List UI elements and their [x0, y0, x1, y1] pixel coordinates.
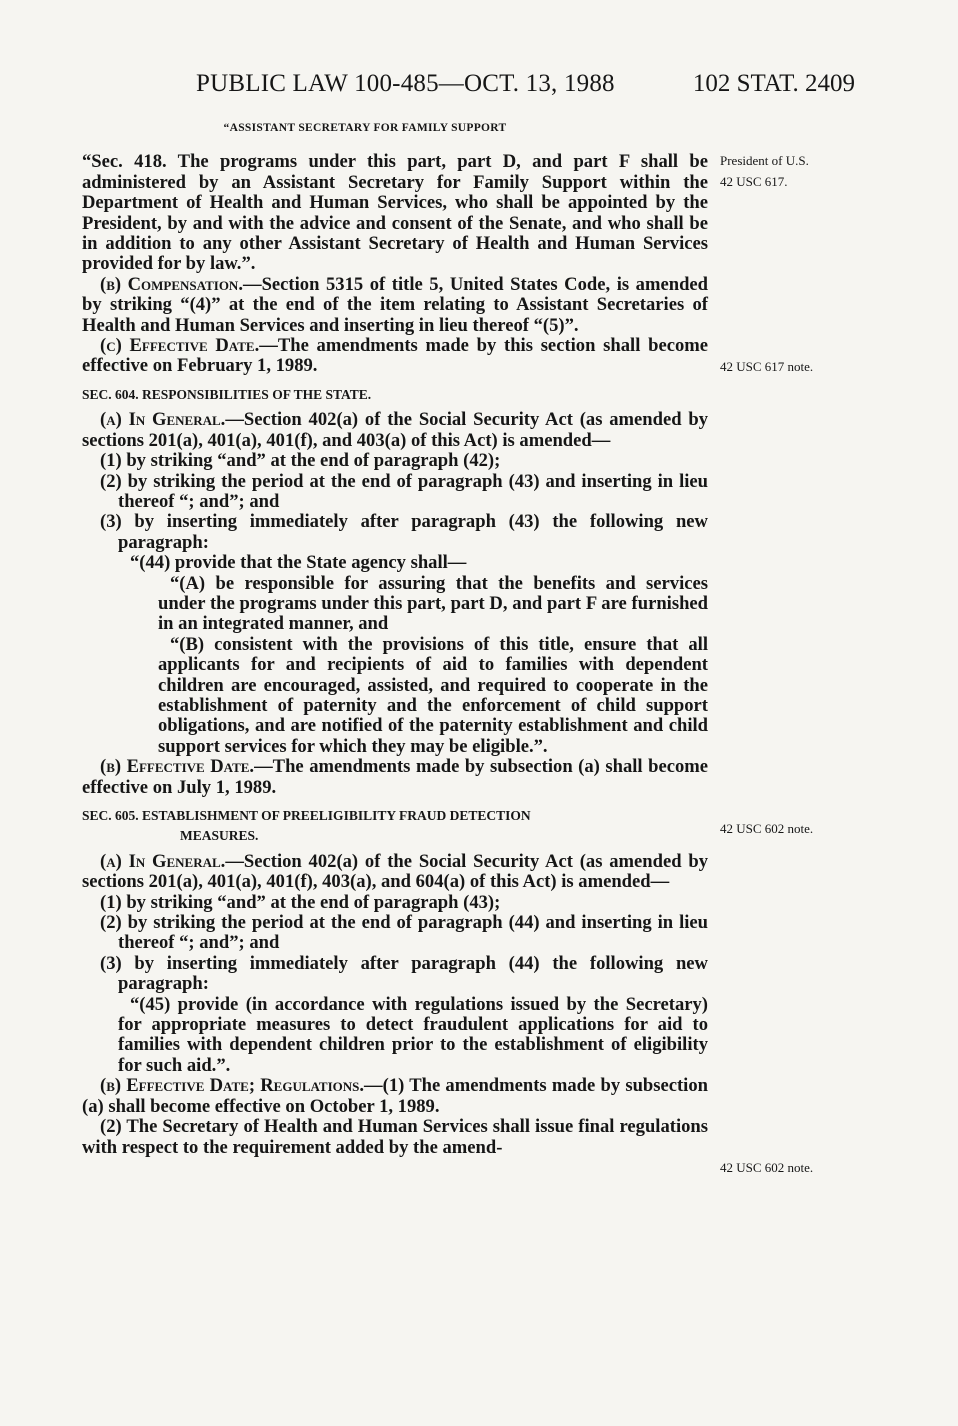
subsection-label: (a) In General.: [100, 409, 226, 431]
sec-605-subsection-a: [82, 852, 708, 893]
sec-605-heading-line-2: MEASURES.: [180, 828, 259, 844]
subsection-b-compensation: [82, 275, 708, 336]
sec-418-paragraph: “Sec. 418. The programs under this part, part D, and part F shall be administered by an Assistant Secretary for Family Support within the Department of Health and Human Services, who shall be appointed by the President, by and with the advice and consent of the Senate, and who shall be in addition to any other Assistant Secretary of Health and Human Services provided for by law.”.: [82, 151, 708, 275]
subsection-c-effective-date: [82, 336, 708, 377]
page-title: PUBLIC LAW 100-485—OCT. 13, 1988: [196, 70, 615, 97]
sec-604-quoted-B: “(B) consistent with the provisions of this title, ensure that all applicants for and recipients of aid to families with dependent children are encouraged, assisted, and required to cooperate in the establishment of paternity and the enforcement of child support obligations, and are notified of the paternity establishment and child support services for which they may be eligible.”.: [158, 633, 708, 757]
sec-604-quoted-44: “(44) provide that the State agency shall—: [130, 552, 467, 574]
margin-note-usc-617-note: 42 USC 617 note.: [720, 359, 814, 374]
sec-604-subsection-a: [82, 410, 708, 451]
section-subheading: “ASSISTANT SECRETARY FOR FAMILY SUPPORT: [223, 122, 507, 134]
margin-note-usc-617: 42 USC 617.: [720, 174, 788, 189]
sec-604-paragraph-1: (1) by striking “and” at the end of paragraph (42);: [100, 450, 501, 472]
sec-605-paragraph-3: (3) by inserting immediately after paragraph (44) the following new paragraph:: [100, 952, 708, 995]
subsection-text: —(1) The amendments made by subsection (a) shall become effective on October 1, 1989.: [82, 1075, 708, 1117]
sec-605-paragraph-1: (1) by striking “and” at the end of paragraph (43);: [100, 891, 501, 913]
sec-604-paragraph-3: (3) by inserting immediately after paragraph (43) the following new paragraph:: [100, 511, 708, 553]
sec-605-paragraph-2: (2) by striking the period at the end of paragraph (44) and inserting in lieu thereof “; and”; and: [100, 912, 708, 954]
margin-note-usc-602-note: 42 USC 602 note.: [720, 821, 814, 836]
stat-page-number: 102 STAT. 2409: [692, 70, 855, 97]
sec-605-heading-line-1: SEC. 605. ESTABLISHMENT OF PREELIGIBILITY FRAUD DETECTION: [82, 808, 531, 823]
subsection-text: —The amendments made by this section shall become effective on February 1, 1989.: [82, 335, 709, 377]
sec-605-quoted-45: “(45) provide (in accordance with regulations issued by the Secretary) for appropriate measures to detect fraudulent applications for aid to families with dependent children prior to the establishment of eligibility for such aid.”.: [118, 993, 708, 1076]
sec-604-subsection-b: [82, 757, 708, 798]
document-body: [82, 118, 708, 1158]
sec-605-heading: [82, 806, 708, 847]
subsection-label: (b) Effective Date.: [100, 756, 255, 778]
subsection-text: —Section 402(a) of the Social Security Act (as amended by sections 201(a), 401(a), 401(f), 403(a), and 604(a) of this Act) is amended—: [82, 850, 708, 893]
subsection-text: —Section 402(a) of the Social Security Act (as amended by sections 201(a), 401(a), 401(f), and 403(a) of this Act) is amended—: [82, 409, 708, 451]
margin-note-usc-602-note-2: 42 USC 602 note.: [720, 1160, 814, 1175]
page-header: [0, 70, 958, 104]
subsection-label: (b) Effective Date; Regulations.: [100, 1075, 365, 1097]
subsection-text: —Section 5315 of title 5, United States Code, is amended by striking “(4)” at the end of the item relating to Assistant Secretaries of Health and Human Services and inserting in lieu thereof “(5)”.: [82, 273, 708, 336]
sec-604-paragraph-2: (2) by striking the period at the end of paragraph (43) and inserting in lieu thereof “; and”; and: [100, 470, 708, 512]
sec-604-quoted-A: “(A) be responsible for assuring that the benefits and services under the programs under this part, part D, and part F are furnished in an integrated manner, and: [158, 572, 708, 635]
subsection-label: (a) In General.: [100, 850, 226, 872]
subsection-label: (c) Effective Date.: [100, 335, 260, 357]
sec-605-subsection-b: [82, 1076, 708, 1117]
margin-note-president: President of U.S.: [720, 153, 809, 168]
subsection-label: (b) Compensation.: [100, 273, 243, 295]
subsection-text: —The amendments made by subsection (a) shall become effective on July 1, 1989.: [82, 756, 708, 798]
sec-605-subsection-b-2: (2) The Secretary of Health and Human Services shall issue final regulations with respect to the requirement added by the amend-: [82, 1116, 708, 1158]
sec-604-heading: SEC. 604. RESPONSIBILITIES OF THE STATE.: [82, 386, 372, 402]
